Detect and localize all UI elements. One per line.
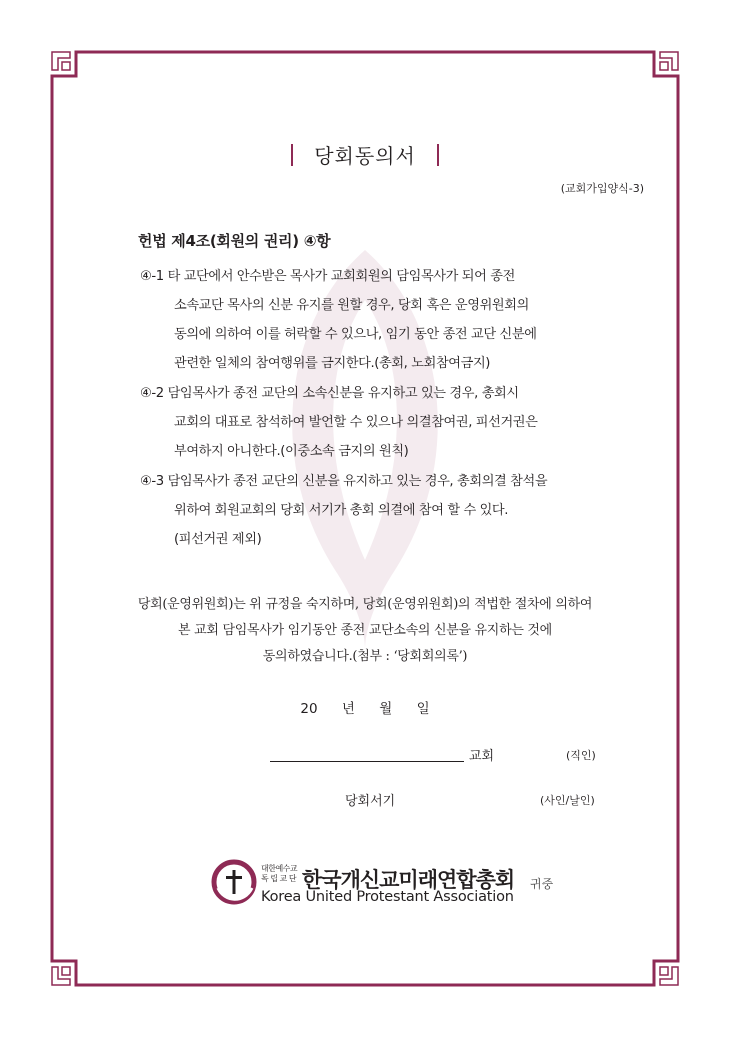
date-day-unit: 일 — [416, 701, 430, 717]
clause-4-2 — [140, 379, 610, 466]
title-block — [0, 140, 730, 169]
honorific-label: 귀중 — [530, 877, 554, 891]
clause-line: 교회의 대표로 참석하여 발언할 수 있으나 의결참여권, 피선거권은 — [174, 415, 538, 430]
clerk-label: 당회서기 — [345, 794, 396, 809]
clause-line: 소속교단 목사의 신분 유지를 원할 경우, 당회 혹은 운영위원회의 — [174, 298, 529, 313]
clause-line: 관련한 일체의 참여행위를 금지한다.(총회, 노회참여금지) — [174, 356, 491, 371]
date-year-prefix: 20 — [300, 701, 318, 717]
consent-line: 동의하였습니다.(첨부 : ‘당회회의록’) — [262, 649, 468, 664]
date-year-unit: 년 — [341, 701, 355, 717]
clause-line: ④-2 담임목사가 종전 교단의 소속신분을 유지하고 있는 경우, 총회시 — [140, 386, 519, 401]
cross-logo-icon — [210, 858, 258, 906]
document-title: 당회동의서 — [314, 144, 416, 168]
date-month-unit: 월 — [379, 701, 393, 717]
clerk-seal-label: (사인/날인) — [540, 794, 595, 807]
title-left-bar — [291, 144, 293, 166]
clause-line: 위하여 회원교회의 당회 서기가 총회 의결에 참여 할 수 있다. — [174, 503, 509, 518]
date-line — [0, 697, 730, 717]
clause-line: (피선거권 제외) — [174, 532, 262, 547]
clause-line: 부여하지 아니한다.(이중소속 금지의 원칙) — [174, 444, 409, 459]
church-name-blank-line — [270, 761, 464, 762]
church-label: 교회 — [469, 749, 495, 764]
clause-list — [140, 262, 610, 555]
organization-name-english: Korea United Protestant Association — [261, 889, 514, 905]
consent-line: 당회(운영위원회)는 위 규정을 숙지하며, 당회(운영위원회)의 적법한 절차에 의하여 — [137, 597, 593, 612]
logo-small-text — [261, 864, 301, 884]
logo-small-line: 대한예수교 — [261, 864, 298, 873]
consent-statement — [0, 592, 730, 670]
church-seal-label: (직인) — [566, 749, 596, 762]
clause-4-1 — [140, 262, 610, 378]
clause-4-3 — [140, 467, 610, 554]
logo-small-line: 독 립 교 단 — [261, 874, 297, 883]
form-code: (교회가입양식-3) — [560, 182, 644, 195]
clause-line: 동의에 의하여 이를 허락할 수 있으나, 임기 동안 종전 교단 신분에 — [174, 327, 537, 342]
clause-line: ④-3 담임목사가 종전 교단의 신분을 유지하고 있는 경우, 총회의결 참석을 — [140, 474, 548, 489]
section-heading: 헌법 제4조(회원의 권리) ④항 — [138, 232, 331, 250]
clause-line: ④-1 타 교단에서 안수받은 목사가 교회회원의 담임목사가 되어 종전 — [140, 269, 515, 284]
consent-line: 본 교회 담임목사가 임기동안 종전 교단소속의 신분을 유지하는 것에 — [178, 623, 552, 638]
organization-name-korean: 한국개신교미래연합총회 — [302, 868, 515, 892]
title-right-bar — [437, 144, 439, 166]
